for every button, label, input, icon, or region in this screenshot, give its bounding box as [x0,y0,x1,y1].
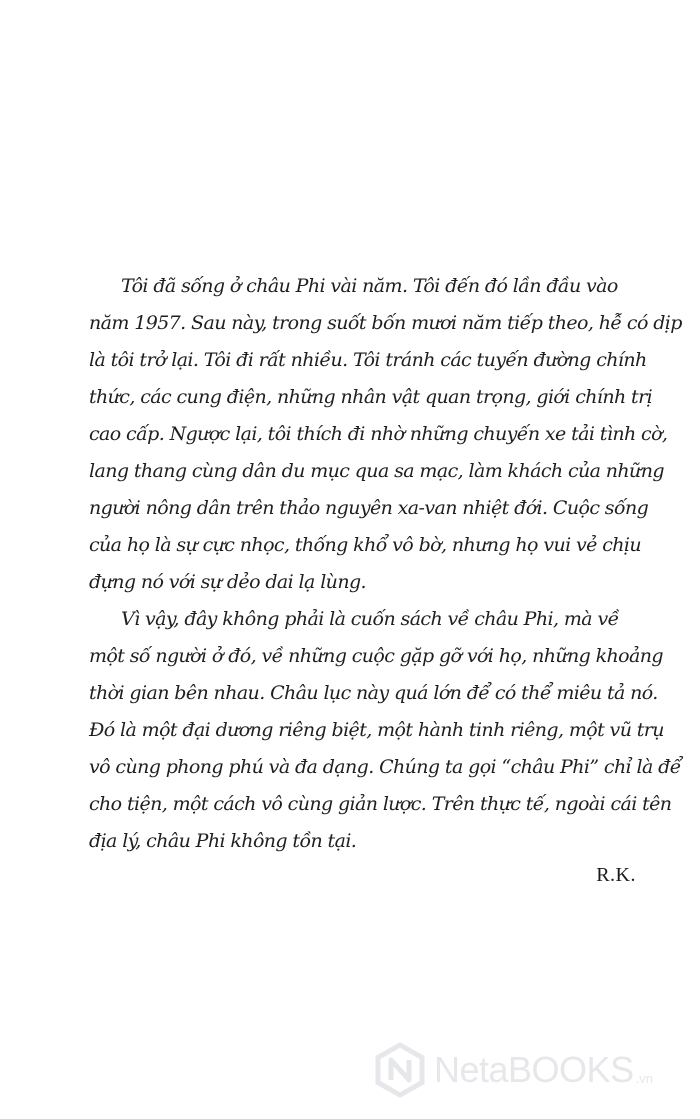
paragraph-1-line-2: năm 1957. Sau này, trong suốt bốn mươi năm tiếp theo, hễ có dịp [89,312,682,334]
paragraph-1-line-1: Tôi đã sống ở châu Phi vài năm. Tôi đến đó lần đầu vào [121,275,618,297]
paragraph-2-line-7: địa lý, châu Phi không tồn tại. [89,830,357,852]
preface-text [89,268,682,860]
paragraph-1-line-5: cao cấp. Ngược lại, tôi thích đi nhờ những chuyến xe tải tình cờ, [89,423,668,445]
author-signature: R.K. [596,864,636,886]
paragraph-1-line-9: đựng nó với sự dẻo dai lạ lùng. [89,571,366,593]
paragraph-2-line-6: cho tiện, một cách vô cùng giản lược. Trên thực tế, ngoài cái tên [89,793,672,815]
paragraph-2-line-3: thời gian bên nhau. Châu lục này quá lớn để có thể miêu tả nó. [89,682,658,704]
paragraph-2-line-2: một số người ở đó, về những cuộc gặp gỡ với họ, những khoảng [89,645,663,667]
watermark-brand: NetaBOOKS [434,1049,634,1090]
paragraph-1-line-4: thức, các cung điện, những nhân vật quan trọng, giới chính trị [89,386,653,408]
paragraph-1-line-6: lang thang cùng dân du mục qua sa mạc, làm khách của những [89,460,664,482]
paragraph-1-line-7: người nông dân trên thảo nguyên xa-van nhiệt đới. Cuộc sống [89,497,649,519]
paragraph-1-line-3: là tôi trở lại. Tôi đi rất nhiều. Tôi tránh các tuyến đường chính [89,349,647,371]
paragraph-2-line-1: Vì vậy, đây không phải là cuốn sách về châu Phi, mà về [121,608,619,630]
watermark-tld: .vn [635,1071,653,1086]
netabooks-logo-icon [372,1042,428,1098]
paragraph-2-line-5: vô cùng phong phú và đa dạng. Chúng ta gọi “châu Phi” chỉ là để [89,756,681,778]
paragraph-1-line-8: của họ là sự cực nhọc, thống khổ vô bờ, nhưng họ vui vẻ chịu [89,534,642,556]
watermark [372,1040,653,1100]
paragraph-2-line-4: Đó là một đại dương riêng biệt, một hành tinh riêng, một vũ trụ [89,719,664,741]
